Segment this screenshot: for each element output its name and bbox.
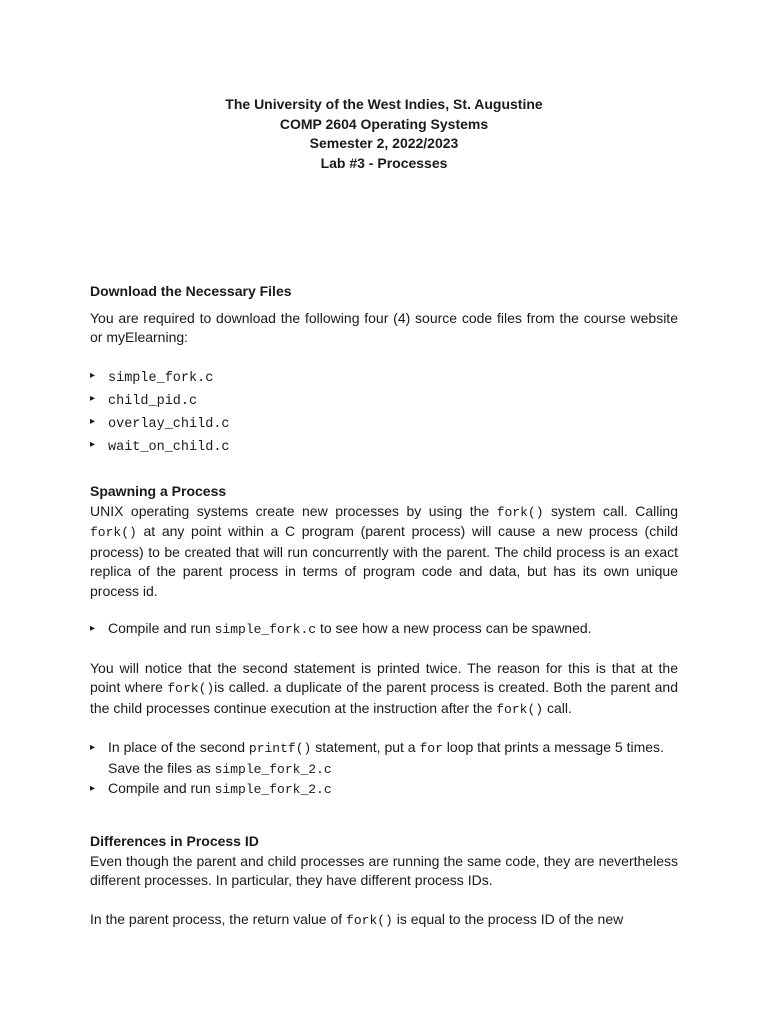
file-list	[90, 366, 678, 458]
document-header	[0, 95, 768, 173]
download-heading: Download the Necessary Files	[90, 283, 292, 299]
list-item	[90, 389, 678, 412]
text-run: is equal to the process ID of the new	[396, 910, 624, 927]
spawning-heading: Spawning a Process	[90, 483, 227, 499]
differences-heading: Differences in Process ID	[90, 833, 259, 849]
list-item	[90, 435, 678, 458]
text-run: Compile and run	[108, 780, 211, 796]
code-for: for	[419, 741, 443, 756]
differences-paragraph-1: Even though the parent and child processes are running the same code, they are nevertheless different processes. In particular, they have different process IDs.	[90, 852, 678, 888]
spawning-paragraph-2	[90, 659, 678, 720]
code-fork: fork()	[346, 912, 393, 928]
file-name: overlay_child.c	[108, 416, 230, 432]
code-fork: fork()	[167, 681, 215, 696]
text-run: UNIX operating systems create new processes by using the	[90, 502, 490, 519]
text-run: Compile and run	[108, 620, 211, 636]
spawning-section	[90, 482, 678, 800]
file-name: wait_on_child.c	[108, 439, 230, 455]
spawning-steps	[90, 738, 678, 800]
course-title: COMP 2604 Operating Systems	[279, 115, 489, 132]
code-file: simple_fork.c	[214, 622, 317, 637]
text-run: In the parent process, the return value of	[90, 910, 343, 927]
code-file: simple_fork_2.c	[214, 761, 332, 777]
university-name: The University of the West Indies, St. Augustine	[225, 96, 543, 112]
code-fork: fork()	[496, 701, 544, 717]
text-run: at any point within a C program (parent process) will cause a new process (child process) to be created that will run concurrently with the parent. The child process is an exact replica of the parent process in terms of program code and data, but has its own unique process id.	[90, 523, 679, 599]
list-item	[90, 619, 678, 640]
semester: Semester 2, 2022/2023	[309, 135, 459, 151]
text-run: statement, put a	[315, 739, 416, 755]
code-fork: fork()	[90, 525, 137, 540]
differences-paragraph-2	[90, 910, 678, 931]
text-run: You will notice that the second statement is printed twice. The reason for this is that at the point where	[90, 659, 678, 695]
differences-section	[90, 832, 678, 930]
spawning-step-1	[90, 619, 678, 640]
text-run: call.	[546, 699, 572, 716]
text-run: In place of the second	[108, 739, 245, 755]
lab-title: Lab #3 - Processes	[320, 154, 448, 171]
text-run: to see how a new process can be spawned.	[319, 620, 592, 636]
list-item	[90, 412, 678, 435]
file-name: simple_fork.c	[108, 370, 214, 386]
text-run: is called. a duplicate of the parent process is created. Both the parent and the child processes continue execution at the instruction after the	[90, 679, 678, 716]
text-run: system call. Calling	[551, 502, 679, 519]
code-file: simple_fork_2.c	[214, 782, 332, 797]
file-name: child_pid.c	[108, 393, 198, 409]
download-section	[90, 282, 678, 458]
spawning-paragraph-1	[90, 502, 678, 602]
list-item	[90, 779, 678, 800]
code-printf: printf()	[248, 741, 312, 756]
code-fork: fork()	[496, 504, 544, 520]
list-item	[90, 738, 678, 779]
list-item	[90, 366, 678, 389]
text-run: loop that prints a message 5 times. Save the files as	[108, 739, 664, 776]
download-intro: You are required to download the following four (4) source code files from the course website or myElearning:	[90, 309, 678, 345]
